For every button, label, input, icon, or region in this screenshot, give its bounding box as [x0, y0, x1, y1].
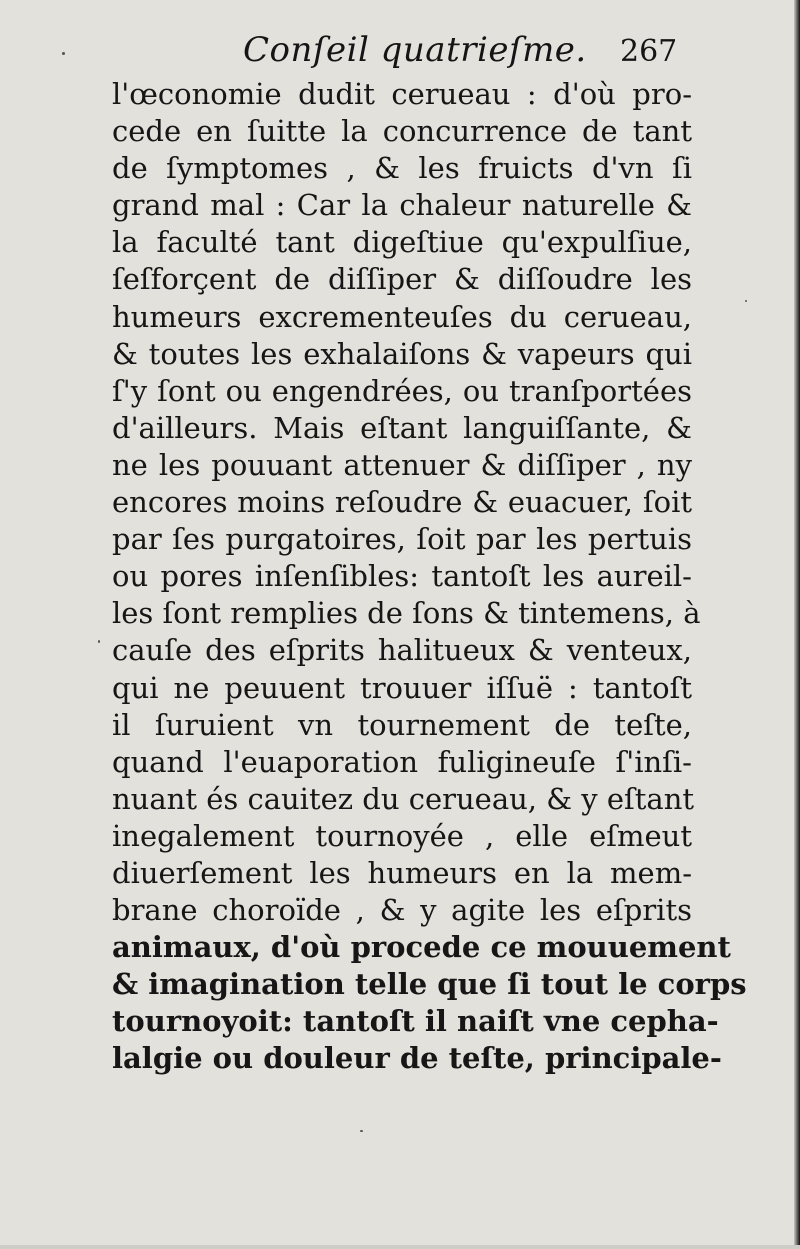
running-head: [0, 30, 800, 80]
text-line: cede en ſuitte la concurrence de tant: [112, 114, 692, 149]
text-line: il ſuruient vn tournement de teſte,: [112, 707, 692, 742]
text-line: nuant és cauitez du cerueau, & y eſtant: [112, 781, 695, 816]
text-line: humeurs excrementeuſes du cerueau,: [112, 299, 692, 334]
text-line: ſ'y ſont ou engendrées, ou tranſportées: [112, 373, 692, 408]
text-line: diuerſement les humeurs en la mem-: [112, 855, 692, 890]
text-line: lalgie ou douleur de teſte, principale-: [112, 1041, 722, 1076]
text-line: cauſe des eſprits halitueux & venteux,: [112, 633, 692, 668]
page-bottom-edge: [0, 1245, 800, 1249]
text-line: ou pores inſenſibles: tantoſt les aureil-: [112, 559, 692, 594]
paper-speck: [98, 640, 100, 643]
text-line: ne les pouuant attenuer & diſſiper , ny: [112, 447, 692, 482]
paper-speck: [360, 1130, 363, 1132]
text-line: par ſes purgatoires, ſoit par les pertuis: [112, 522, 692, 557]
text-line: d'ailleurs. Mais eſtant languiſſante, &: [112, 410, 692, 445]
text-line: quand l'euaporation fuligineuſe ſ'inſi-: [112, 744, 692, 779]
text-line: & toutes les exhalaiſons & vapeurs qui: [112, 336, 692, 371]
text-line: animaux, d'où procede ce mouuement: [112, 930, 731, 965]
paper-speck: [62, 52, 65, 55]
text-line: l'œconomie dudit cerueau : d'où pro-: [112, 77, 692, 111]
text-line: grand mal : Car la chaleur naturelle &: [112, 188, 692, 223]
text-line: les ſont remplies de ſons & tintemens, à: [112, 596, 701, 631]
text-line: inegalement tournoyée , elle eſmeut: [112, 818, 692, 853]
text-line: encores moins reſoudre & euacuer, ſoit: [112, 485, 692, 520]
text-line: de ſymptomes , & les fruicts d'vn ſi: [112, 151, 692, 186]
text-line: qui ne peuuent trouuer iſſuë : tantoſt: [112, 670, 692, 705]
text-line: & imagination telle que ſi tout le corps: [112, 967, 747, 1002]
body-text: [112, 76, 747, 1078]
text-line: ſeſforçent de diſſiper & diſſoudre les: [112, 262, 692, 297]
text-line: brane choroïde , & y agite les eſprits: [112, 893, 692, 928]
paper-speck: [745, 300, 747, 302]
text-line: tournoyoit: tantoſt il naiſt vne cepha-: [112, 1004, 719, 1039]
page-edge-shadow: [794, 0, 800, 1249]
page-number: 267: [620, 34, 678, 69]
running-head-title: Conſeil quatrieſme.: [243, 30, 587, 70]
text-line: la faculté tant digeſtiue qu'expulſiue,: [112, 225, 692, 260]
